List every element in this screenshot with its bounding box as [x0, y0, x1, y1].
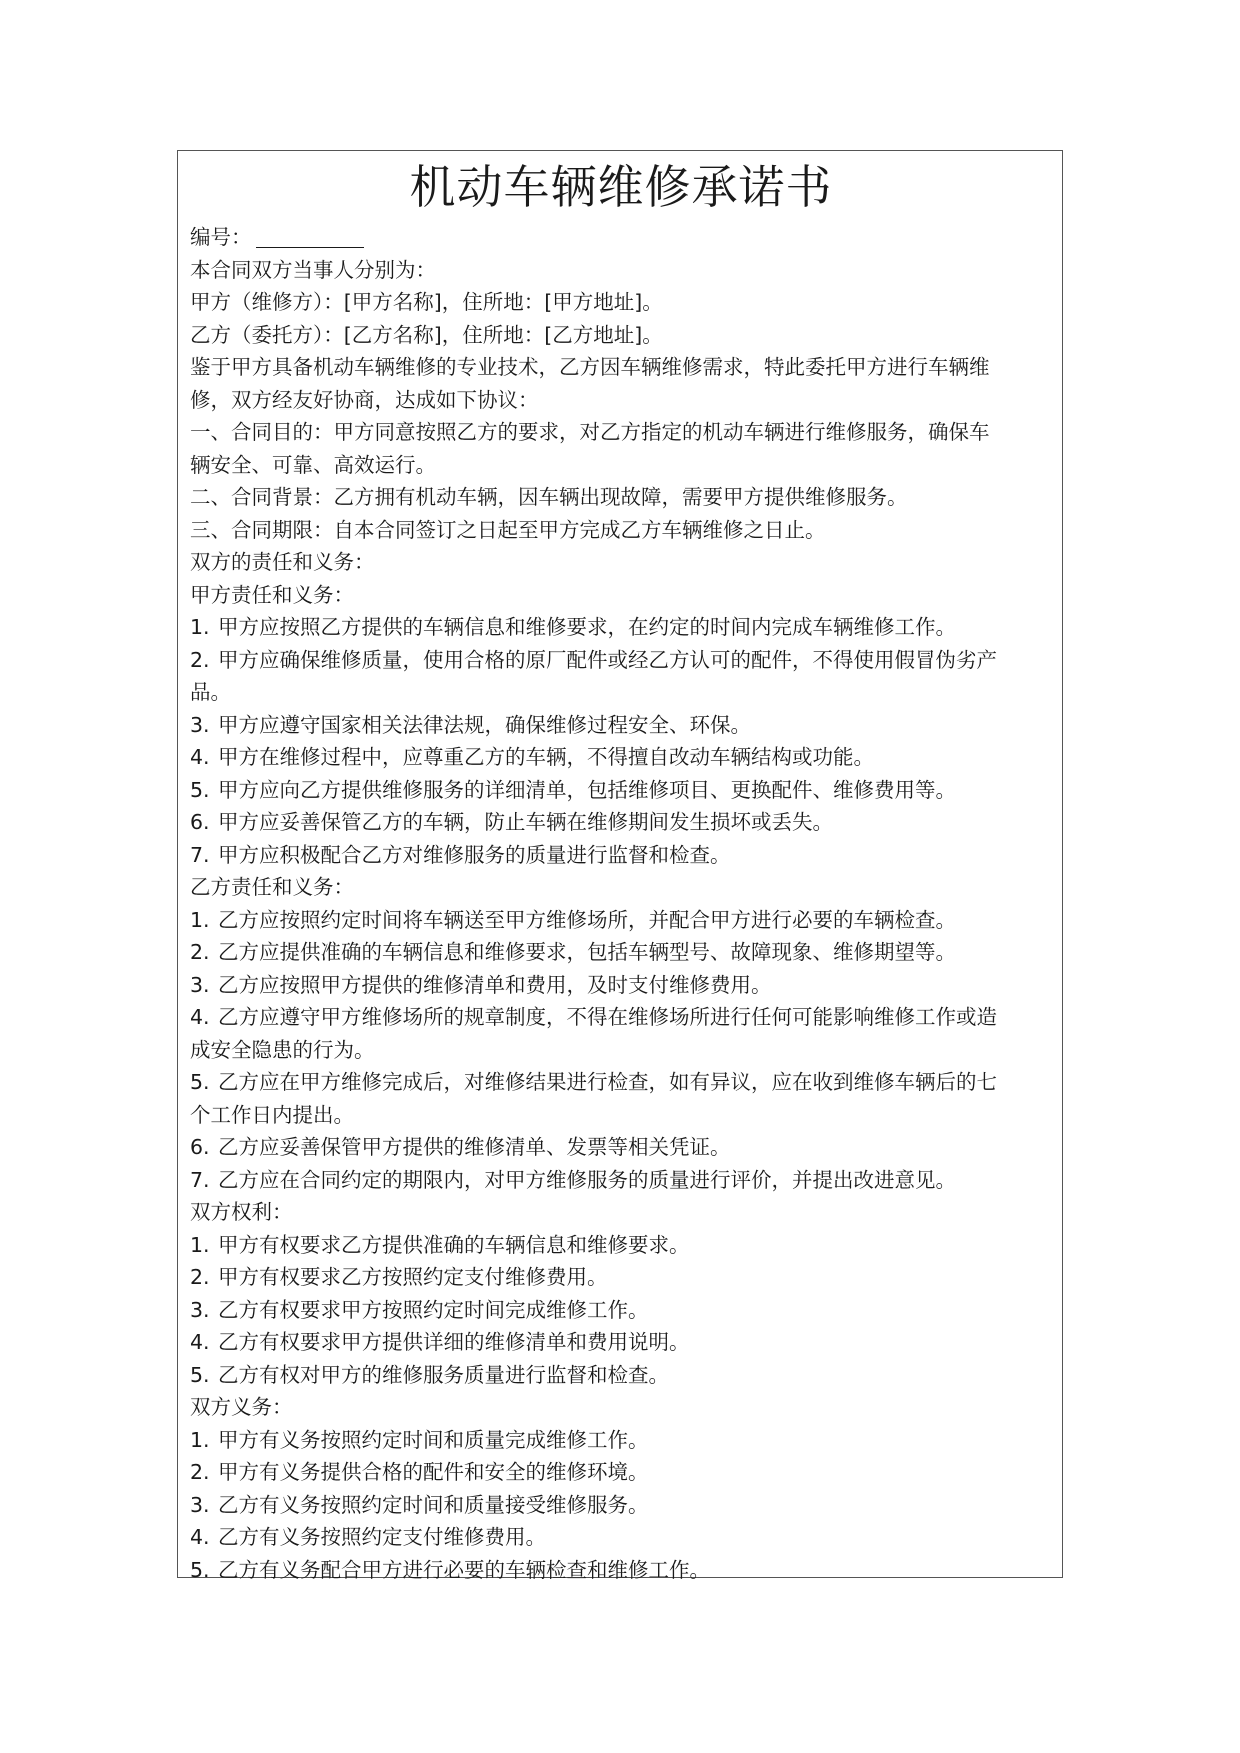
- list-item-text: 乙方有义务按照约定支付维修费用。: [218, 1525, 546, 1549]
- list-item-number: 2.: [190, 1265, 210, 1289]
- list-item-line: [190, 1359, 1052, 1392]
- list-item-line: [190, 904, 1052, 937]
- list-item-text: 甲方有权要求乙方按照约定支付维修费用。: [218, 1265, 608, 1289]
- list-item-text: 乙方应遵守甲方维修场所的规章制度，不得在维修场所进行任何可能影响维修工作或造: [218, 1005, 997, 1029]
- responsibilities-heading: 双方的责任和义务：: [190, 550, 375, 574]
- list-item-line: [190, 1261, 1052, 1294]
- list-item-number: 5.: [190, 777, 210, 802]
- list-item-line: [190, 839, 1052, 872]
- party-a-line: 甲方（维修方）：[甲方名称]，住所地：[甲方地址]。: [190, 290, 663, 314]
- obligations-heading: 双方义务：: [190, 1395, 293, 1419]
- list-item-number: 3.: [190, 1492, 210, 1517]
- list-item-number: 2.: [190, 940, 210, 964]
- rights-list: [190, 1229, 1052, 1392]
- list-item-line: [190, 1099, 1052, 1132]
- list-item-line: [190, 1294, 1052, 1327]
- list-item-number: 4.: [190, 1525, 210, 1549]
- party-b-duties-heading: 乙方责任和义务：: [190, 875, 354, 899]
- preamble-line: 鉴于甲方具备机动车辆维修的专业技术，乙方因车辆维修需求，特此委托甲方进行车辆维: [190, 355, 990, 379]
- list-item-text: 成安全隐患的行为。: [190, 1037, 375, 1062]
- contract-number-line: [190, 221, 1052, 254]
- list-item-number: 2.: [190, 1460, 210, 1484]
- list-item-line: [190, 644, 1052, 677]
- list-item-text: 乙方应在合同约定的期限内，对甲方维修服务的质量进行评价，并提出改进意见。: [218, 1167, 956, 1192]
- party-b-duties-list: [190, 904, 1052, 1197]
- party-b-line: 乙方（委托方）：[乙方名称]，住所地：[乙方地址]。: [190, 322, 663, 347]
- list-item-text: 甲方有义务提供合格的配件和安全的维修环境。: [218, 1460, 649, 1484]
- list-item-line: [190, 741, 1052, 774]
- list-item-line: [190, 1131, 1052, 1164]
- list-item-text: 甲方应向乙方提供维修服务的详细清单，包括维修项目、更换配件、维修费用等。: [218, 777, 956, 802]
- list-item-number: 6.: [190, 1135, 210, 1159]
- list-item-text: 个工作日内提出。: [190, 1102, 354, 1127]
- list-item-line: [190, 1489, 1052, 1522]
- list-item-text: 乙方应在甲方维修完成后，对维修结果进行检查，如有异议，应在收到维修车辆后的七: [218, 1070, 997, 1094]
- list-item-text: 甲方有权要求乙方提供准确的车辆信息和维修要求。: [218, 1232, 690, 1257]
- list-item-text: 甲方在维修过程中，应尊重乙方的车辆，不得擅自改动车辆结构或功能。: [218, 745, 874, 769]
- list-item-number: 4.: [190, 1330, 210, 1354]
- list-item-number: 1.: [190, 615, 210, 639]
- list-item-line: [190, 1164, 1052, 1197]
- list-item-line: [190, 936, 1052, 969]
- list-item-text: 乙方应按照甲方提供的维修清单和费用，及时支付维修费用。: [218, 972, 772, 997]
- list-item-line: [190, 1001, 1052, 1034]
- list-item-number: 3.: [190, 712, 210, 737]
- list-item-number: 5.: [190, 1362, 210, 1387]
- obligations-list: [190, 1424, 1052, 1587]
- list-item-text: 乙方有权要求甲方提供详细的维修清单和费用说明。: [218, 1330, 690, 1354]
- list-item-number: 7.: [190, 842, 210, 867]
- list-item-number: 5.: [190, 1557, 210, 1582]
- list-item-line: [190, 1034, 1052, 1067]
- list-item-text: 甲方有义务按照约定时间和质量完成维修工作。: [218, 1427, 649, 1452]
- clause-purpose-line: 一、合同目的：甲方同意按照乙方的要求，对乙方指定的机动车辆进行维修服务，确保车: [190, 420, 990, 444]
- list-item-number: 4.: [190, 1005, 210, 1029]
- clause-term-line: 三、合同期限：自本合同签订之日起至甲方完成乙方车辆维修之日止。: [190, 517, 826, 542]
- list-item-number: 5.: [190, 1070, 210, 1094]
- clause-purpose-line: 辆安全、可靠、高效运行。: [190, 452, 436, 477]
- list-item-text: 甲方应积极配合乙方对维修服务的质量进行监督和检查。: [218, 842, 731, 867]
- list-item-number: 3.: [190, 1297, 210, 1322]
- list-item-line: [190, 1066, 1052, 1099]
- list-item-number: 2.: [190, 647, 210, 672]
- list-item-text: 乙方应按照约定时间将车辆送至甲方维修场所，并配合甲方进行必要的车辆检查。: [218, 907, 956, 932]
- contract-number-label: 编号：: [190, 225, 252, 249]
- list-item-line: [190, 709, 1052, 742]
- document-title: 机动车辆维修承诺书: [409, 160, 833, 214]
- list-item-line: [190, 1554, 1052, 1587]
- list-item-number: 1.: [190, 1232, 210, 1257]
- list-item-line: [190, 1424, 1052, 1457]
- document-frame: [177, 150, 1063, 1582]
- list-item-line: [190, 774, 1052, 807]
- list-item-text: 甲方应确保维修质量，使用合格的原厂配件或经乙方认可的配件，不得使用假冒伪劣产: [218, 647, 997, 672]
- party-a-duties-heading: 甲方责任和义务：: [190, 582, 354, 607]
- list-item-line: [190, 1229, 1052, 1262]
- list-item-text: 乙方应妥善保管甲方提供的维修清单、发票等相关凭证。: [218, 1135, 731, 1159]
- list-item-line: [190, 611, 1052, 644]
- rights-heading: 双方权利：: [190, 1200, 293, 1224]
- list-item-number: 4.: [190, 745, 210, 769]
- document-body: [190, 221, 1052, 1586]
- intro-line: 本合同双方当事人分别为：: [190, 257, 436, 282]
- list-item-text: 甲方应妥善保管乙方的车辆，防止车辆在维修期间发生损坏或丢失。: [218, 810, 833, 834]
- list-item-line: [190, 676, 1052, 709]
- list-item-line: [190, 1326, 1052, 1359]
- list-item-text: 乙方有义务按照约定时间和质量接受维修服务。: [218, 1492, 649, 1517]
- preamble-line: 修，双方经友好协商，达成如下协议：: [190, 387, 539, 412]
- list-item-number: 1.: [190, 1427, 210, 1452]
- list-item-number: 1.: [190, 907, 210, 932]
- clause-background-line: 二、合同背景：乙方拥有机动车辆，因车辆出现故障，需要甲方提供维修服务。: [190, 485, 908, 509]
- list-item-text: 乙方有权对甲方的维修服务质量进行监督和检查。: [218, 1362, 669, 1387]
- list-item-text: 乙方有权要求甲方按照约定时间完成维修工作。: [218, 1297, 649, 1322]
- list-item-number: 3.: [190, 972, 210, 997]
- list-item-line: [190, 1521, 1052, 1554]
- list-item-number: 6.: [190, 810, 210, 834]
- list-item-text: 甲方应遵守国家相关法律法规，确保维修过程安全、环保。: [218, 712, 751, 737]
- list-item-line: [190, 1456, 1052, 1489]
- contract-number-blank: [256, 225, 364, 248]
- list-item-line: [190, 806, 1052, 839]
- list-item-number: 7.: [190, 1167, 210, 1192]
- list-item-text: 乙方有义务配合甲方进行必要的车辆检查和维修工作。: [218, 1557, 710, 1582]
- list-item-line: [190, 969, 1052, 1002]
- list-item-text: 品。: [190, 680, 231, 704]
- party-a-duties-list: [190, 611, 1052, 871]
- list-item-text: 甲方应按照乙方提供的车辆信息和维修要求，在约定的时间内完成车辆维修工作。: [218, 615, 956, 639]
- list-item-text: 乙方应提供准确的车辆信息和维修要求，包括车辆型号、故障现象、维修期望等。: [218, 940, 956, 964]
